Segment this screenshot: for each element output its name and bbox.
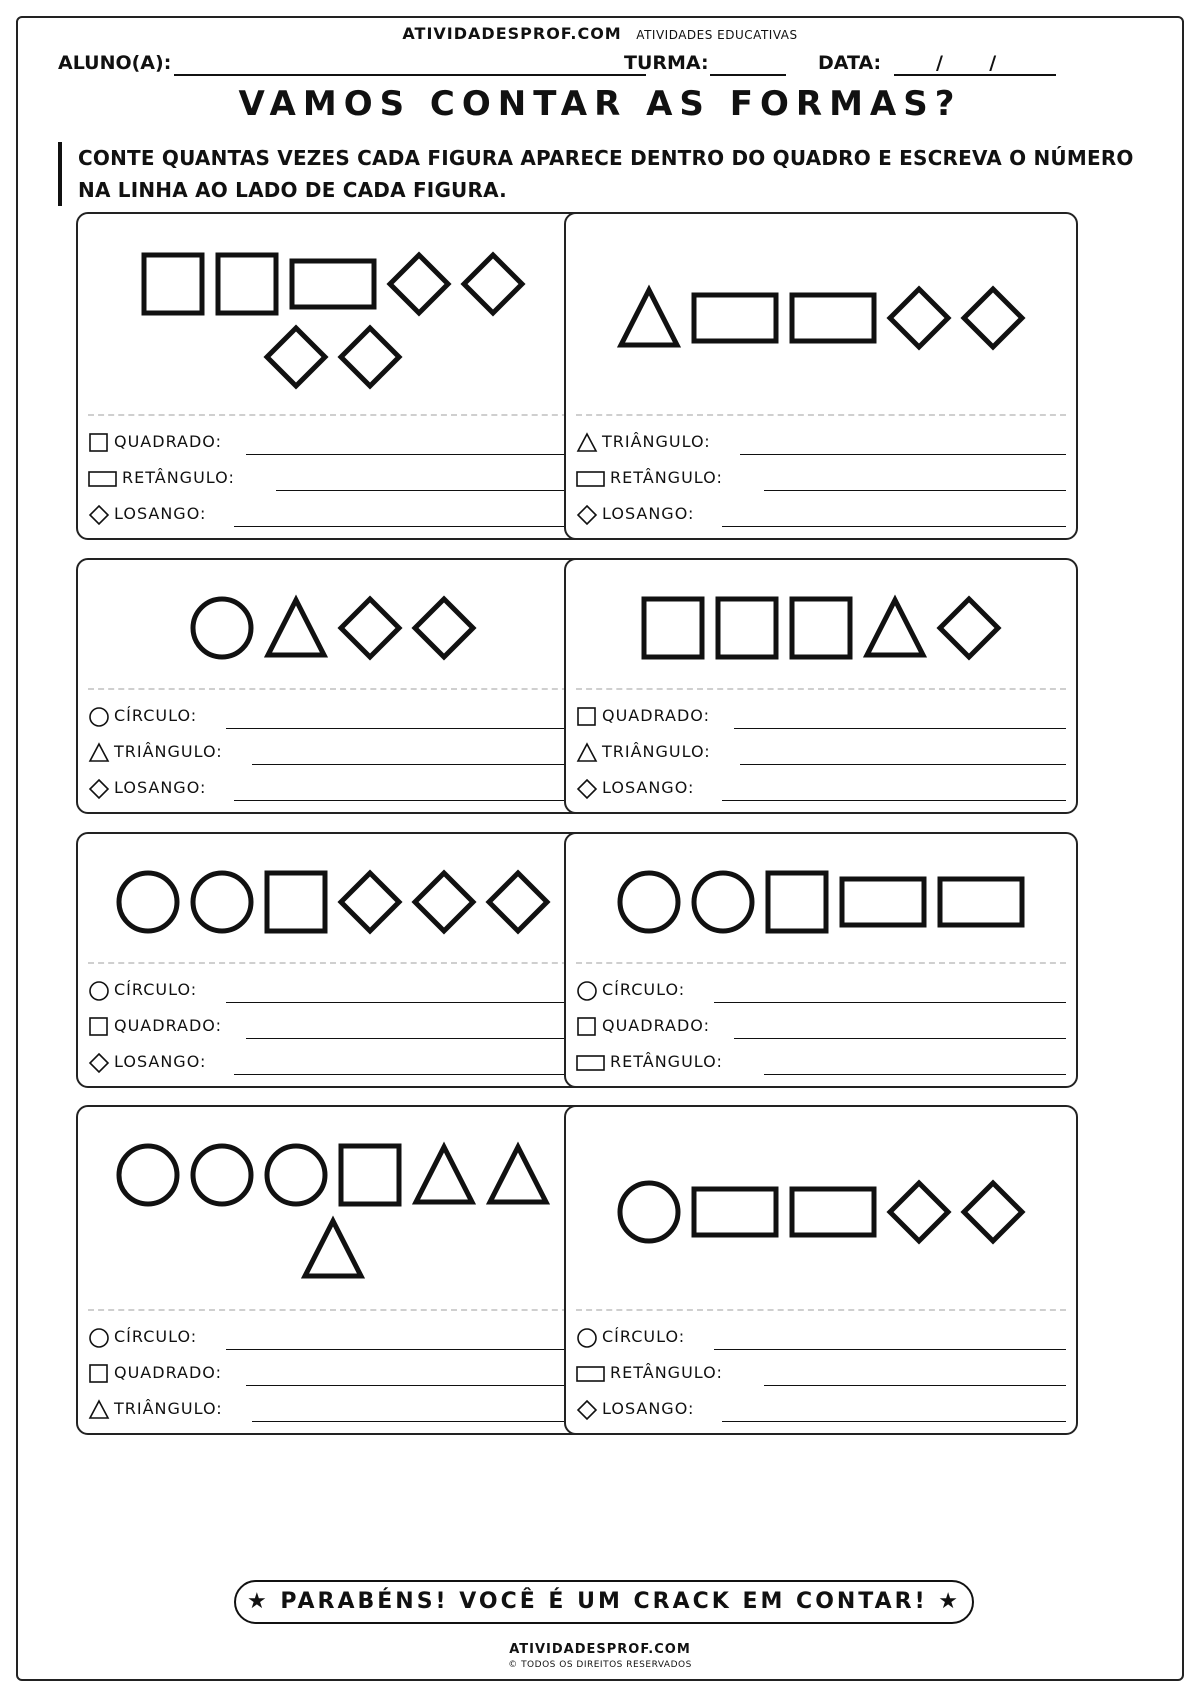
diamond-shape [415,599,473,657]
diamond-icon [576,504,598,526]
divider [88,962,578,964]
answer-label: LOSANGO: [602,778,695,797]
square-shape [768,873,826,931]
answer-label: CÍRCULO: [114,706,198,725]
circle-shape [193,873,251,931]
data-field[interactable] [894,74,1056,76]
circle-icon [88,1327,110,1349]
answer-label: QUADRADO: [114,1016,223,1035]
answer-input-line[interactable] [764,490,1066,491]
diamond-shape [415,873,473,931]
answer-row-rectangle [576,1359,1066,1387]
shape-card-4 [564,558,1078,814]
answer-row-diamond [576,1395,1066,1423]
triangle-shape [621,290,677,345]
site-header [0,24,1200,43]
triangle-shape [305,1221,361,1276]
diamond-shape [940,599,998,657]
shapes-area [78,560,588,688]
circle-shape [620,873,678,931]
square-icon [576,1016,598,1038]
shapes-area [566,1107,1076,1309]
diamond-icon [88,778,110,800]
diamond-icon [88,1052,110,1074]
divider [88,1309,578,1311]
circle-icon [88,980,110,1002]
footer-rights: © TODOS OS DIREITOS RESERVADOS [508,1660,692,1670]
data-slashes: / / [936,52,997,74]
diamond-shape [964,1183,1022,1241]
answer-label: CÍRCULO: [602,980,686,999]
answer-label: CÍRCULO: [114,1327,198,1346]
triangle-icon [576,432,598,454]
answer-row-circle [88,976,578,1004]
shapes-area [78,834,588,962]
answer-label: QUADRADO: [114,432,223,451]
answer-row-rectangle [576,464,1066,492]
shape-card-7 [76,1105,590,1435]
shape-card-2 [564,212,1078,540]
square-shape [341,1146,399,1204]
answer-label: RETÂNGULO: [610,1363,723,1382]
answer-row-diamond [88,500,578,528]
answer-row-diamond [88,1048,578,1076]
shape-card-1 [76,212,590,540]
answer-label: RETÂNGULO: [122,468,235,487]
instruction-text: CONTE QUANTAS VEZES CADA FIGURA APARECE DENTRO DO QUADRO E ESCREVA O NÚMERO NA LINHA AO LADO DE CADA FIGURA. [58,142,1138,206]
circle-shape [620,1183,678,1241]
rectangle-shape [792,1189,874,1235]
answer-label: QUADRADO: [602,1016,711,1035]
circle-shape [119,1146,177,1204]
answer-input-line[interactable] [764,1074,1066,1075]
answer-input-line[interactable] [246,454,578,455]
answer-input-line[interactable] [276,490,578,491]
data-label: DATA: [818,52,882,74]
congrats-banner: ★ PARABÉNS! VOCÊ É UM CRACK EM CONTAR! ★ [234,1580,974,1624]
answer-label: QUADRADO: [602,706,711,725]
diamond-shape [341,599,399,657]
site-subtitle: ATIVIDADES EDUCATIVAS [636,28,798,42]
triangle-shape [867,600,923,655]
answer-label: LOSANGO: [602,1399,695,1418]
shapes-area [78,214,588,414]
divider [576,962,1066,964]
answer-label: TRIÂNGULO: [114,742,223,761]
diamond-icon [576,778,598,800]
answer-input-line[interactable] [252,764,578,765]
shape-card-3 [76,558,590,814]
shape-card-6 [564,832,1078,1088]
square-shape [144,255,202,313]
answer-input-line[interactable] [234,800,578,801]
circle-icon [576,980,598,1002]
answer-row-circle [576,1323,1066,1351]
answer-row-diamond [88,774,578,802]
diamond-shape [390,255,448,313]
square-shape [718,599,776,657]
circle-icon [88,706,110,728]
student-info-row [58,52,1148,82]
rectangle-shape [292,261,374,307]
square-shape [792,599,850,657]
answer-label: QUADRADO: [114,1363,223,1382]
rectangle-shape [694,295,776,341]
answer-input-line[interactable] [252,1421,578,1422]
rectangle-icon [88,468,110,490]
square-icon [576,706,598,728]
footer-site: ATIVIDADESPROF.COM [509,1642,691,1657]
shapes-area [566,214,1076,414]
aluno-field[interactable] [174,74,646,76]
rectangle-shape [792,295,874,341]
divider [576,688,1066,690]
answer-label: CÍRCULO: [602,1327,686,1346]
square-shape [218,255,276,313]
answer-row-triangle [88,1395,578,1423]
rectangle-shape [842,879,924,925]
diamond-shape [890,1183,948,1241]
divider [88,688,578,690]
circle-shape [119,873,177,931]
square-shape [267,873,325,931]
answer-row-diamond [576,774,1066,802]
answer-input-line[interactable] [734,1038,1066,1039]
answer-row-triangle [576,428,1066,456]
answer-label: LOSANGO: [114,1052,207,1071]
answer-label: CÍRCULO: [114,980,198,999]
diamond-shape [341,328,399,386]
answer-label: RETÂNGULO: [610,1052,723,1071]
answer-input-line[interactable] [246,1038,578,1039]
answer-input-line[interactable] [764,1385,1066,1386]
answer-label: LOSANGO: [602,504,695,523]
divider [576,1309,1066,1311]
turma-label: TURMA: [624,52,709,74]
square-icon [88,1016,110,1038]
answer-row-square [88,1359,578,1387]
shapes-area [78,1107,588,1309]
answer-label: LOSANGO: [114,504,207,523]
rectangle-icon [576,1052,598,1074]
answer-row-triangle [576,738,1066,766]
shape-card-8 [564,1105,1078,1435]
triangle-icon [576,742,598,764]
diamond-shape [890,289,948,347]
answer-row-square [88,1012,578,1040]
answer-input-line[interactable] [226,728,578,729]
answer-label: TRIÂNGULO: [602,742,711,761]
answer-row-rectangle [576,1048,1066,1076]
answer-row-circle [576,976,1066,1004]
answer-label: LOSANGO: [114,778,207,797]
answer-input-line[interactable] [246,1385,578,1386]
triangle-shape [416,1147,472,1202]
answer-input-line[interactable] [714,1002,1066,1003]
diamond-icon [88,504,110,526]
rectangle-icon [576,1363,598,1385]
shapes-area [566,834,1076,962]
rectangle-shape [694,1189,776,1235]
circle-shape [193,599,251,657]
diamond-shape [267,328,325,386]
triangle-shape [490,1147,546,1202]
diamond-shape [341,873,399,931]
answer-label: TRIÂNGULO: [114,1399,223,1418]
triangle-icon [88,1399,110,1421]
divider [88,414,578,416]
site-name: ATIVIDADESPROF.COM [402,24,622,43]
answer-input-line[interactable] [740,454,1066,455]
answer-input-line[interactable] [234,526,578,527]
answer-row-triangle [88,738,578,766]
diamond-shape [964,289,1022,347]
answer-row-square [88,428,578,456]
answer-row-diamond [576,500,1066,528]
triangle-shape [268,600,324,655]
answer-input-line[interactable] [722,1421,1066,1422]
square-shape [644,599,702,657]
turma-field[interactable] [710,74,786,76]
answer-input-line[interactable] [722,800,1066,801]
circle-shape [193,1146,251,1204]
answer-row-square [576,1012,1066,1040]
diamond-icon [576,1399,598,1421]
square-icon [88,1363,110,1385]
answer-input-line[interactable] [714,1349,1066,1350]
shape-card-5 [76,832,590,1088]
answer-label: RETÂNGULO: [610,468,723,487]
answer-row-circle [88,702,578,730]
answer-row-circle [88,1323,578,1351]
answer-input-line[interactable] [734,728,1066,729]
diamond-shape [489,873,547,931]
shapes-area [566,560,1076,688]
answer-label: TRIÂNGULO: [602,432,711,451]
answer-row-rectangle [88,464,578,492]
triangle-icon [88,742,110,764]
answer-input-line[interactable] [722,526,1066,527]
circle-shape [694,873,752,931]
circle-icon [576,1327,598,1349]
rectangle-icon [576,468,598,490]
divider [576,414,1066,416]
answer-row-square [576,702,1066,730]
answer-input-line[interactable] [226,1349,578,1350]
aluno-label: ALUNO(A): [58,52,172,74]
circle-shape [267,1146,325,1204]
square-icon [88,432,110,454]
page-title: VAMOS CONTAR AS FORMAS? [238,84,962,124]
answer-input-line[interactable] [234,1074,578,1075]
rectangle-shape [940,879,1022,925]
answer-input-line[interactable] [740,764,1066,765]
diamond-shape [464,255,522,313]
answer-input-line[interactable] [226,1002,578,1003]
